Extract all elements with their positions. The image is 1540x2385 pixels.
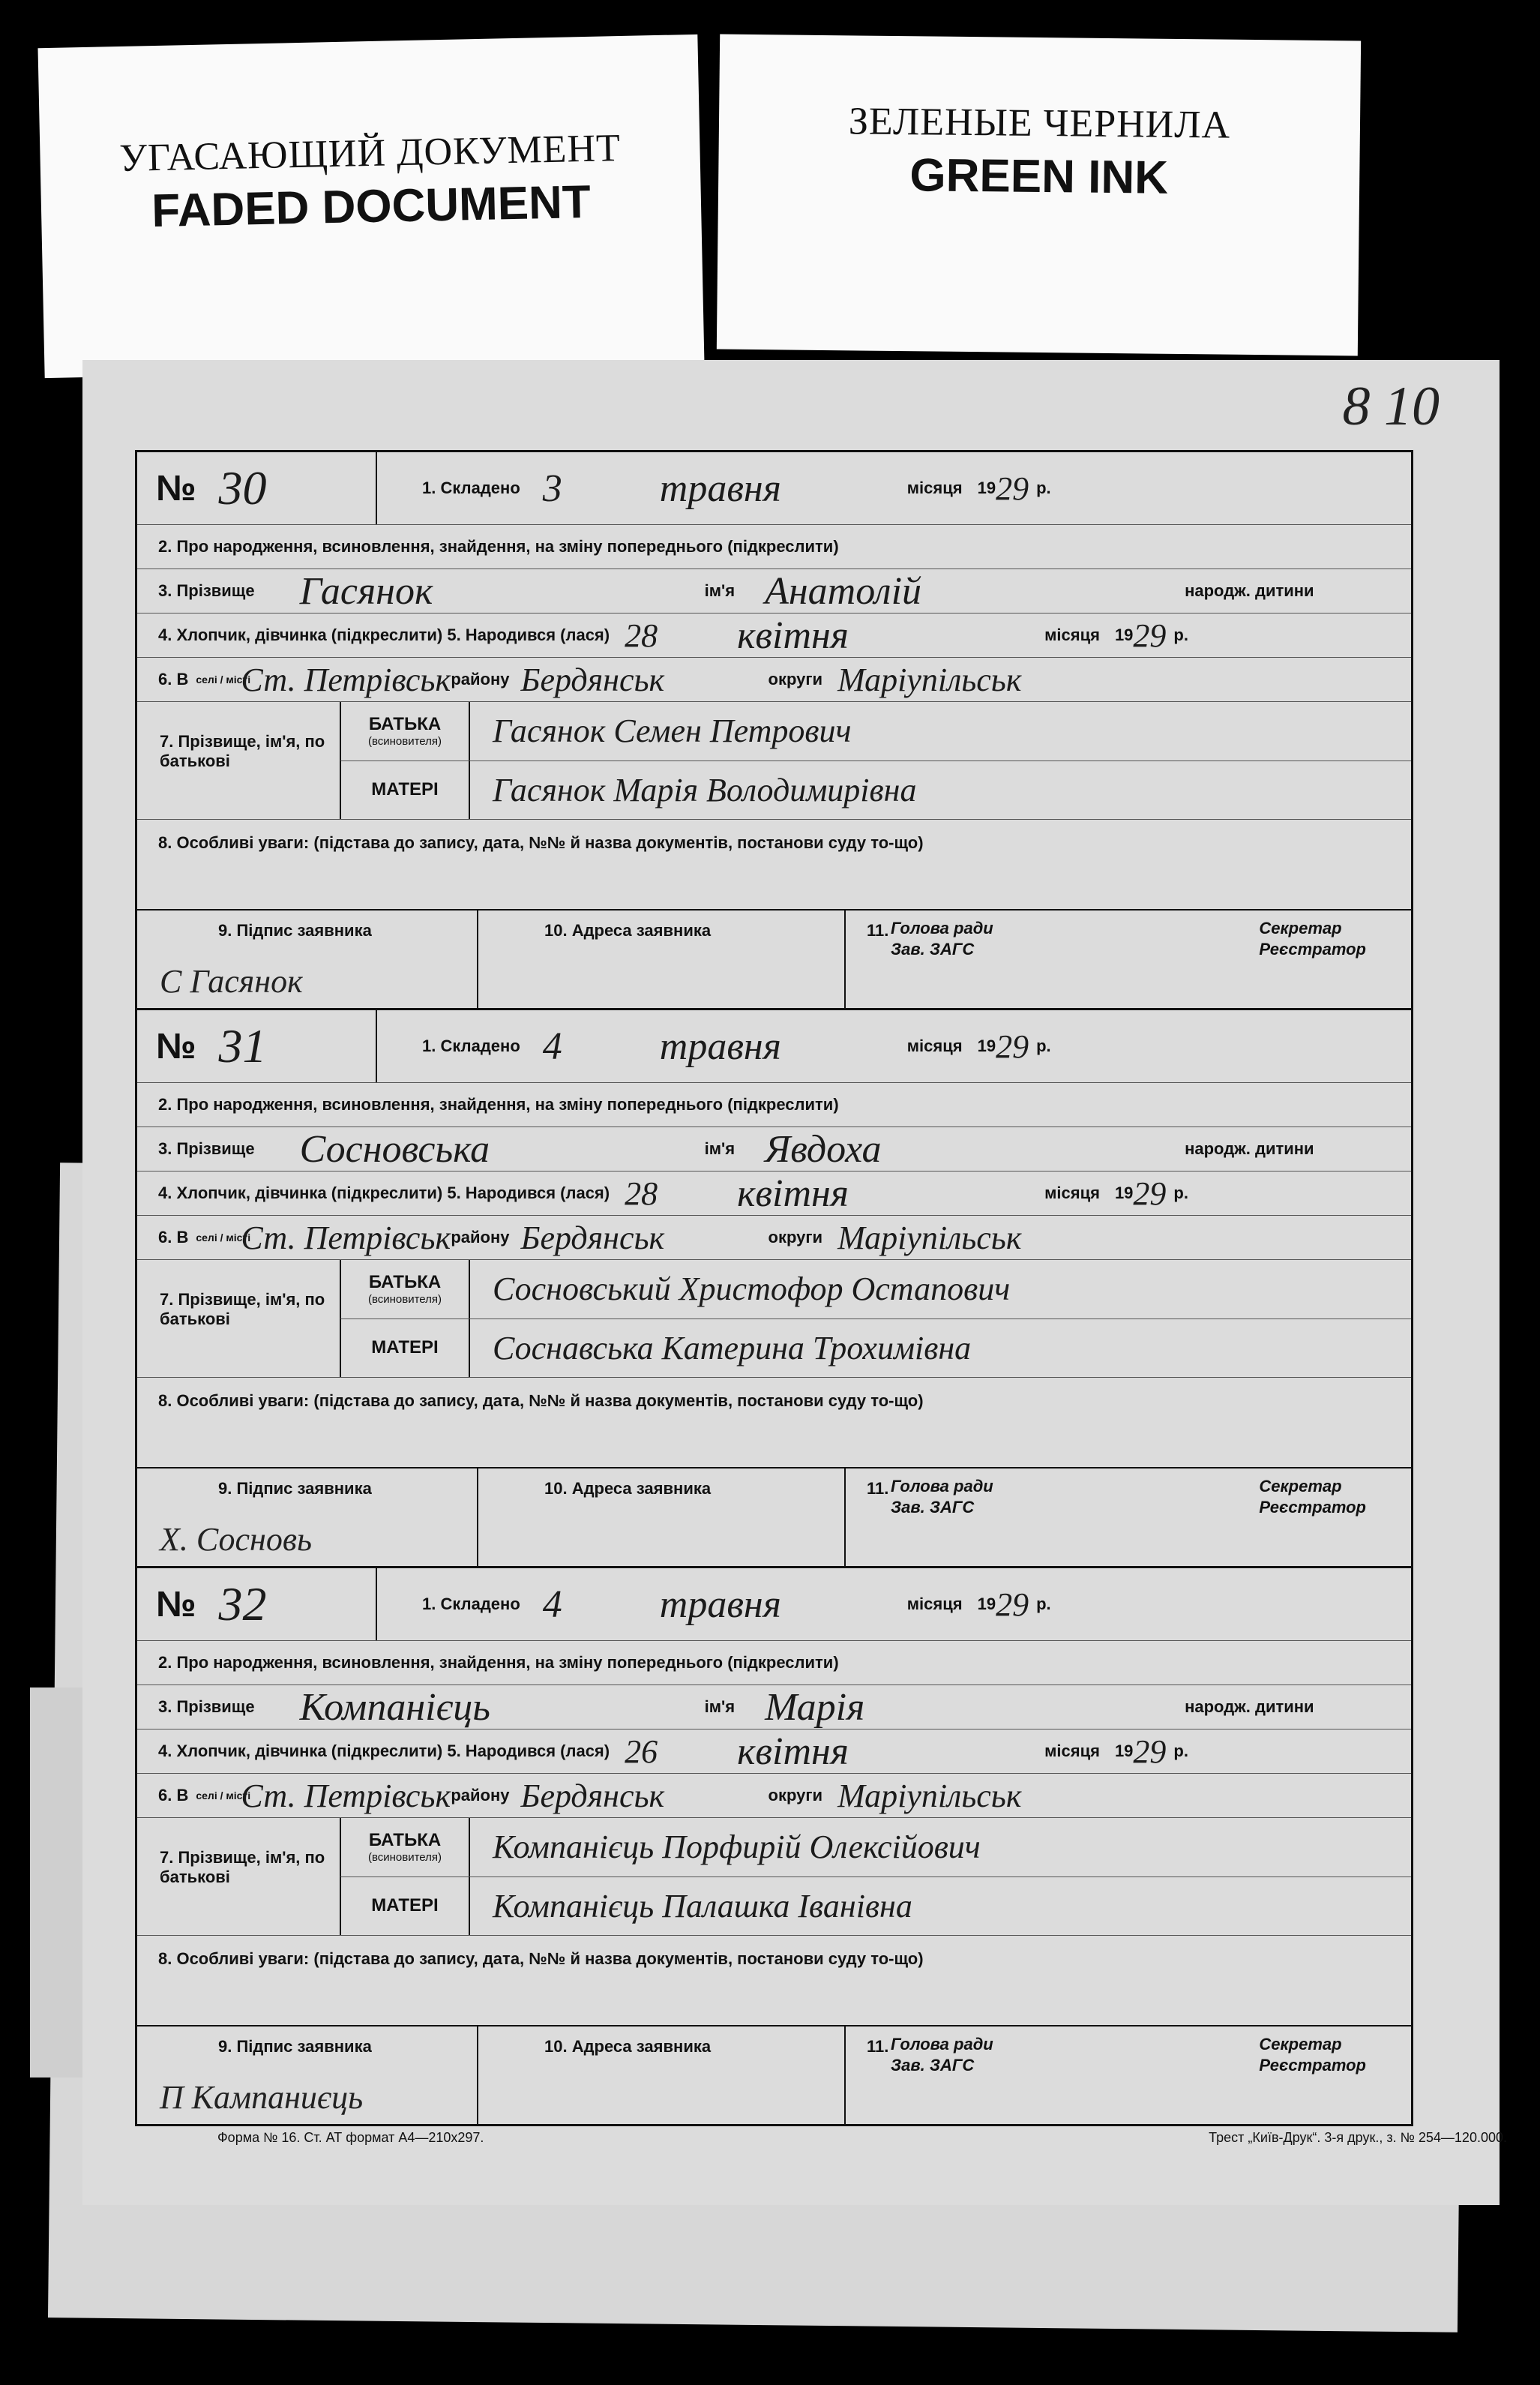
number-sign: № <box>156 1026 196 1066</box>
birth-record <box>135 450 1413 1008</box>
birth-year: 29 <box>1133 616 1167 654</box>
birth-month-label: місяця <box>1044 1742 1100 1760</box>
birth-month-label: місяця <box>1044 1184 1100 1202</box>
given-name-label: ім'я <box>704 1139 736 1158</box>
remarks-row <box>137 1377 1411 1467</box>
applicant-sign-cell <box>137 1468 478 1566</box>
record-number-box <box>137 452 377 524</box>
mother-label: МАТЕРІ <box>371 779 439 800</box>
okrug-label: округи <box>768 1228 823 1246</box>
birth-year-prefix: 19 <box>1114 1742 1134 1760</box>
composed-day: 4 <box>542 1024 562 1068</box>
applicant-sign-label: 9. Підпис заявника <box>218 1479 372 1498</box>
birth-month: квітня <box>737 614 849 657</box>
footer-form: Форма № 16. Ст. АТ формат А4—210х297. <box>217 2130 484 2145</box>
given-name-label: ім'я <box>704 1697 736 1716</box>
remarks-label: 8. Особливі уваги: (підстава до запису, дата, №№ й назва документів, постанови суду то-що) <box>158 1949 924 1968</box>
remarks-label: 8. Особливі уваги: (підстава до запису, дата, №№ й назва документів, постанови суду то-що) <box>158 833 924 852</box>
father-role <box>341 702 470 760</box>
remarks-row <box>137 1935 1411 2025</box>
officials-number: 11. <box>867 1479 889 1498</box>
father-label: БАТЬКА <box>368 1830 442 1851</box>
applicant-address-label: 10. Адреса заявника <box>544 2037 712 2056</box>
mother-cell <box>340 1318 1411 1378</box>
village-city-label: селі / місті <box>196 1790 251 1802</box>
parents-block <box>137 1817 1411 1935</box>
parents-label: 7. Прізвище, ім'я, по батькові <box>160 732 325 770</box>
birth-year-suffix: р. <box>1173 626 1188 644</box>
gender-birth-label: 4. Хлопчик, дівчинка (підкреслити) 5. Народився (лася) <box>158 1184 610 1202</box>
record-type-label: 2. Про народження, всиновлення, знайдення, на зміну попереднього (підкреслити) <box>158 1653 839 1672</box>
officials-number: 11. <box>867 2037 889 2056</box>
head-label: Голова ради <box>891 1477 993 1496</box>
birth-year-suffix: р. <box>1173 1742 1188 1760</box>
child-given-name: Явдоха <box>765 1127 882 1171</box>
gender-birth-label: 4. Хлопчик, дівчинка (підкреслити) 5. Народився (лася) <box>158 626 610 644</box>
officials-number: 11. <box>867 921 889 940</box>
applicant-sign-label: 9. Підпис заявника <box>218 2037 372 2056</box>
father-name: Гасянок Семен Петрович <box>493 712 852 750</box>
composed-month: травня <box>659 1582 781 1626</box>
footer-printer: Трест „Київ-Друк“. 3-я друк., з. № 254—120.000. <box>1209 2130 1507 2145</box>
birth-day: 26 <box>625 1732 658 1770</box>
mother-role <box>341 761 470 820</box>
place-label: 6. В <box>158 670 189 688</box>
parents-label: 7. Прізвище, ім'я, по батькові <box>160 1290 325 1328</box>
record-header-row <box>137 1568 1411 1640</box>
father-label: БАТЬКА <box>368 714 442 735</box>
applicant-signature: П Кампаниєць <box>160 2079 364 2116</box>
child-label: народж. дитини <box>1185 1697 1314 1716</box>
secretary-label: Секретар <box>1259 2035 1342 2054</box>
father-sub-label: (всиновителя) <box>367 735 442 748</box>
record-number: 30 <box>218 461 267 514</box>
month-label: місяця <box>906 1594 963 1613</box>
parents-cells <box>340 702 1411 819</box>
sheet-number: 8 10 <box>1342 376 1440 437</box>
surname-label: 3. Прізвище <box>158 1697 255 1716</box>
surname-row <box>137 568 1411 613</box>
mother-role <box>341 1877 470 1936</box>
composed-day: 3 <box>542 466 562 510</box>
record-number-box <box>137 1568 377 1640</box>
child-surname: Сосновська <box>299 1127 490 1171</box>
green-ink-label <box>717 34 1361 356</box>
record-type-label: 2. Про народження, всиновлення, знайдення, на зміну попереднього (підкреслити) <box>158 1095 839 1114</box>
applicant-address-label: 10. Адреса заявника <box>544 921 712 940</box>
mother-label: МАТЕРІ <box>371 1337 439 1358</box>
birth-year-suffix: р. <box>1173 1184 1188 1202</box>
month-label: місяця <box>906 1036 963 1055</box>
birth-year: 29 <box>1133 1174 1167 1212</box>
birth-year: 29 <box>1133 1732 1167 1770</box>
record-number-box <box>137 1010 377 1082</box>
composed-label: 1. Складено <box>422 1036 520 1055</box>
place-row <box>137 1215 1411 1259</box>
birth-village: Ст. Петрівськ <box>241 1219 451 1256</box>
registrar-label: Реєстратор <box>1259 2056 1366 2074</box>
village-city-label: селі / місті <box>196 1232 251 1244</box>
birth-village: Ст. Петрівськ <box>241 1777 451 1814</box>
head-zags-block <box>891 2034 993 2076</box>
surname-label: 3. Прізвище <box>158 1139 255 1158</box>
applicant-address-cell <box>478 1468 846 1566</box>
child-given-name: Анатолій <box>765 569 922 613</box>
father-sub-label: (всиновителя) <box>367 1851 442 1864</box>
father-cell <box>340 1260 1411 1318</box>
year-suffix: р. <box>1036 1594 1051 1613</box>
given-name-label: ім'я <box>704 581 736 600</box>
officials-cell <box>846 2026 1411 2124</box>
record-number: 31 <box>218 1019 267 1072</box>
year-prefix: 19 <box>977 1594 996 1613</box>
composed-day: 4 <box>542 1582 562 1626</box>
secretary-block <box>1259 2034 1366 2076</box>
parents-block <box>137 1259 1411 1377</box>
child-surname: Гасянок <box>299 569 433 613</box>
birth-day: 28 <box>625 1174 658 1212</box>
signature-row <box>137 1467 1411 1566</box>
applicant-signature: С Гасянок <box>160 963 303 1000</box>
composed-label: 1. Складено <box>422 1594 520 1613</box>
father-name: Компанієць Порфирій Олексійович <box>493 1828 981 1866</box>
birth-row <box>137 1729 1411 1773</box>
month-label: місяця <box>906 478 963 497</box>
applicant-sign-cell <box>137 2026 478 2124</box>
surname-row <box>137 1126 1411 1171</box>
father-cell <box>340 1818 1411 1876</box>
record-header-row <box>137 452 1411 524</box>
place-row <box>137 1773 1411 1817</box>
birth-district: Бердянськ <box>520 1219 665 1256</box>
composed-year: 29 <box>996 1586 1029 1623</box>
child-surname: Компанієць <box>299 1685 490 1729</box>
place-row <box>137 657 1411 701</box>
composed-month: травня <box>659 1024 781 1068</box>
birth-record <box>135 1008 1413 1566</box>
birth-year-prefix: 19 <box>1114 1184 1134 1202</box>
parents-label: 7. Прізвище, ім'я, по батькові <box>160 1848 325 1886</box>
mother-label: МАТЕРІ <box>371 1895 439 1916</box>
composed-year: 29 <box>996 470 1029 507</box>
place-label: 6. В <box>158 1786 189 1804</box>
father-role <box>341 1818 470 1876</box>
father-label: БАТЬКА <box>368 1272 442 1293</box>
mother-cell <box>340 1876 1411 1936</box>
birth-row <box>137 613 1411 657</box>
birth-month-label: місяця <box>1044 626 1100 644</box>
gender-birth-label: 4. Хлопчик, дівчинка (підкреслити) 5. Народився (лася) <box>158 1742 610 1760</box>
applicant-sign-label: 9. Підпис заявника <box>218 921 372 940</box>
birth-okrug: Маріупільськ <box>837 1219 1022 1256</box>
year-suffix: р. <box>1036 1036 1051 1055</box>
mother-cell <box>340 760 1411 820</box>
green-label-en: GREEN INK <box>909 149 1169 204</box>
record-type-row <box>137 1082 1411 1126</box>
green-label-ru: ЗЕЛЕНЫЕ ЧЕРНИЛА <box>848 100 1231 147</box>
parents-cells <box>340 1260 1411 1377</box>
mother-name: Компанієць Палашка Іванівна <box>493 1887 912 1924</box>
mother-role <box>341 1319 470 1378</box>
applicant-address-cell <box>478 910 846 1008</box>
birth-month: квітня <box>737 1730 849 1773</box>
secretary-label: Секретар <box>1259 919 1342 938</box>
birth-district: Бердянськ <box>520 1777 665 1814</box>
secretary-block <box>1259 1476 1366 1518</box>
faded-document-label <box>37 34 704 378</box>
applicant-address-cell <box>478 2026 846 2124</box>
applicant-sign-cell <box>137 910 478 1008</box>
child-label: народж. дитини <box>1185 581 1314 600</box>
remarks-label: 8. Особливі уваги: (підстава до запису, дата, №№ й назва документів, постанови суду то-що) <box>158 1391 924 1410</box>
year-prefix: 19 <box>977 478 996 497</box>
applicant-address-label: 10. Адреса заявника <box>544 1479 712 1498</box>
register-sheet <box>82 360 1507 2205</box>
father-sub-label: (всиновителя) <box>367 1293 442 1306</box>
faded-label-ru: УГАСАЮЩИЙ ДОКУМЕНТ <box>118 127 622 181</box>
records-container <box>82 450 1500 2126</box>
officials-cell <box>846 1468 1411 1566</box>
faded-label-en: FADED DOCUMENT <box>151 176 592 238</box>
zags-label: Зав. ЗАГС <box>891 1498 975 1516</box>
father-cell <box>340 702 1411 760</box>
secretary-label: Секретар <box>1259 1477 1342 1496</box>
composed-year: 29 <box>996 1028 1029 1065</box>
parents-cells <box>340 1818 1411 1935</box>
child-given-name: Марія <box>765 1685 865 1729</box>
child-label: народж. дитини <box>1185 1139 1314 1158</box>
year-prefix: 19 <box>977 1036 996 1055</box>
remarks-row <box>137 819 1411 909</box>
registrar-label: Реєстратор <box>1259 940 1366 958</box>
registrar-label: Реєстратор <box>1259 1498 1366 1516</box>
number-sign: № <box>156 468 196 508</box>
composed-label: 1. Складено <box>422 478 520 497</box>
head-label: Голова ради <box>891 919 993 938</box>
zags-label: Зав. ЗАГС <box>891 940 975 958</box>
record-type-row <box>137 1640 1411 1684</box>
mother-name: Гасянок Марія Володимирівна <box>493 771 917 808</box>
father-name: Сосновський Христофор Остапович <box>493 1270 1011 1308</box>
surname-label: 3. Прізвище <box>158 581 255 600</box>
record-number: 32 <box>218 1577 267 1630</box>
officials-cell <box>846 910 1411 1008</box>
birth-month: квітня <box>737 1172 849 1215</box>
birth-district: Бердянськ <box>520 661 665 698</box>
number-sign: № <box>156 1584 196 1624</box>
footer-line <box>217 2130 1507 2146</box>
head-zags-block <box>891 918 993 960</box>
birth-row <box>137 1171 1411 1215</box>
birth-okrug: Маріупільськ <box>837 1777 1022 1814</box>
head-label: Голова ради <box>891 2035 993 2054</box>
zags-label: Зав. ЗАГС <box>891 2056 975 2074</box>
birth-village: Ст. Петрівськ <box>241 661 451 698</box>
birth-year-prefix: 19 <box>1114 626 1134 644</box>
signature-row <box>137 909 1411 1008</box>
mother-name: Соснавська Катерина Трохимівна <box>493 1329 972 1366</box>
okrug-label: округи <box>768 670 823 688</box>
secretary-block <box>1259 918 1366 960</box>
record-type-label: 2. Про народження, всиновлення, знайдення, на зміну попереднього (підкреслити) <box>158 537 839 556</box>
district-label: району <box>451 1786 510 1804</box>
district-label: району <box>451 670 510 688</box>
okrug-label: округи <box>768 1786 823 1804</box>
parents-block <box>137 701 1411 819</box>
year-suffix: р. <box>1036 478 1051 497</box>
village-city-label: селі / місті <box>196 674 251 686</box>
place-label: 6. В <box>158 1228 189 1246</box>
birth-record <box>135 1566 1413 2126</box>
record-type-row <box>137 524 1411 568</box>
record-header-row <box>137 1010 1411 1082</box>
signature-row <box>137 2025 1411 2124</box>
father-role <box>341 1260 470 1318</box>
head-zags-block <box>891 1476 993 1518</box>
surname-row <box>137 1684 1411 1729</box>
applicant-signature: Х. Сосновь <box>160 1521 313 1558</box>
composed-month: травня <box>659 466 781 510</box>
birth-day: 28 <box>625 616 658 654</box>
district-label: району <box>451 1228 510 1246</box>
birth-okrug: Маріупільськ <box>837 661 1022 698</box>
